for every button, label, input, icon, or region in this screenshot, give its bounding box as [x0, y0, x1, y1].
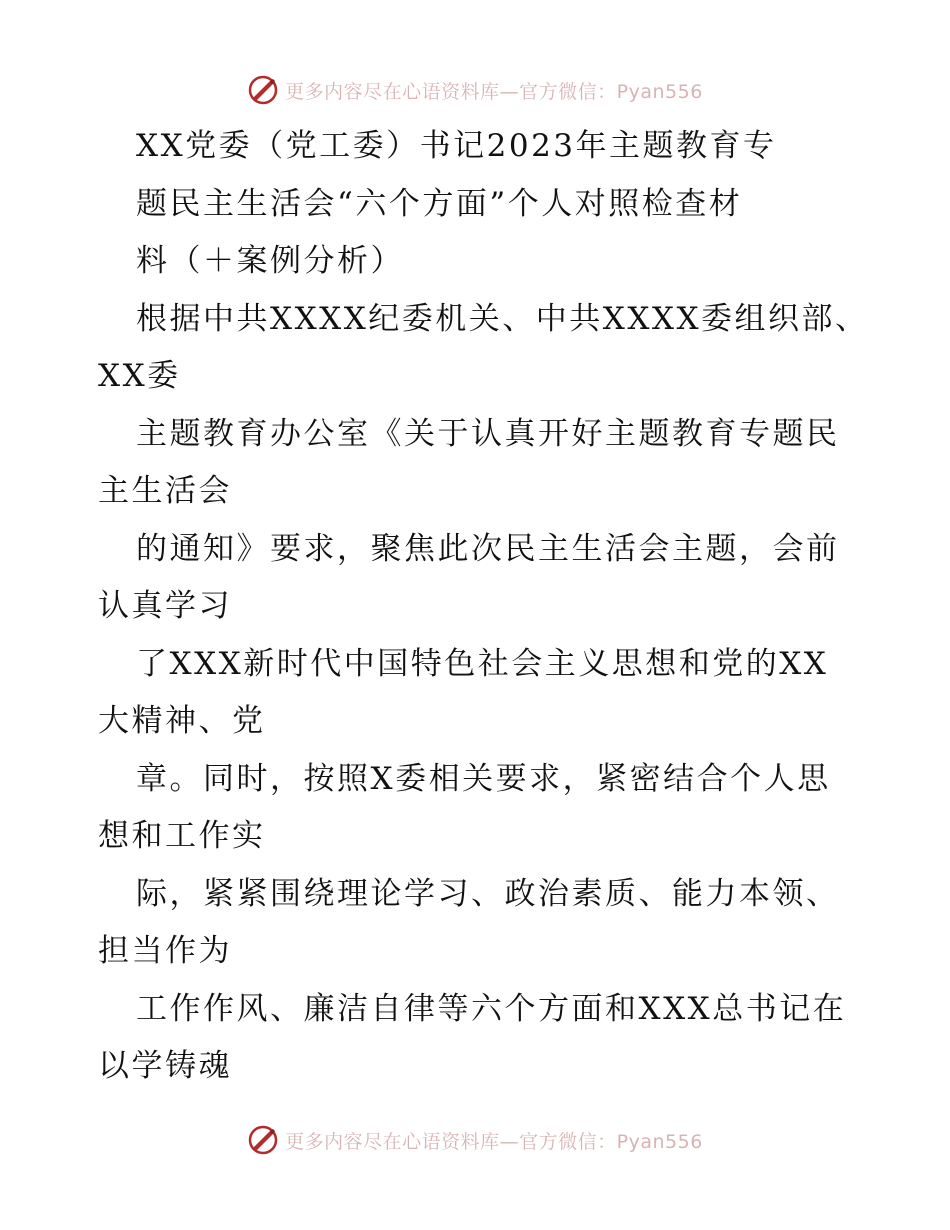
- pen-logo-icon: [247, 74, 279, 106]
- footer-watermark-banner: [0, 1120, 950, 1160]
- title-line: 料（＋案例分析）: [136, 243, 404, 279]
- body-line: 主题教育办公室《关于认真开好主题教育专题民: [136, 415, 840, 452]
- body-line: 认真学习: [98, 588, 232, 624]
- header-watermark-banner: [0, 70, 950, 110]
- document-body: [98, 118, 869, 1096]
- title-line: XX党委（党工委）书记2023年主题教育专: [136, 128, 777, 164]
- header-watermark-text: 更多内容尽在心语资料库—官方微信：Pyan556: [285, 80, 703, 103]
- body-line: 想和工作实: [98, 818, 266, 854]
- body-line: 了XXX新时代中国特色社会主义思想和党的XX: [136, 645, 829, 682]
- body-line: 主生活会: [98, 473, 232, 509]
- body-line: 章。同时，按照X委相关要求，紧密结合个人思: [136, 760, 831, 797]
- body-line: 的通知》要求，聚焦此次民主生活会主题，会前: [136, 530, 840, 567]
- body-line: 以学铸魂: [98, 1048, 232, 1084]
- body-line: XX委: [98, 358, 181, 394]
- pen-logo-icon: [247, 1124, 279, 1156]
- title-line: 题民主生活会“六个方面”个人对照检查材: [136, 185, 743, 222]
- body-line: 工作作风、廉洁自律等六个方面和XXX总书记在: [136, 990, 847, 1027]
- footer-watermark-text: 更多内容尽在心语资料库—官方微信：Pyan556: [285, 1130, 703, 1153]
- body-line: 根据中共XXXX纪委机关、中共XXXX委组织部、: [136, 300, 869, 337]
- body-line: 际，紧紧围绕理论学习、政治素质、能力本领、: [136, 875, 840, 912]
- body-line: 担当作为: [98, 933, 232, 969]
- body-line: 大精神、党: [98, 703, 266, 739]
